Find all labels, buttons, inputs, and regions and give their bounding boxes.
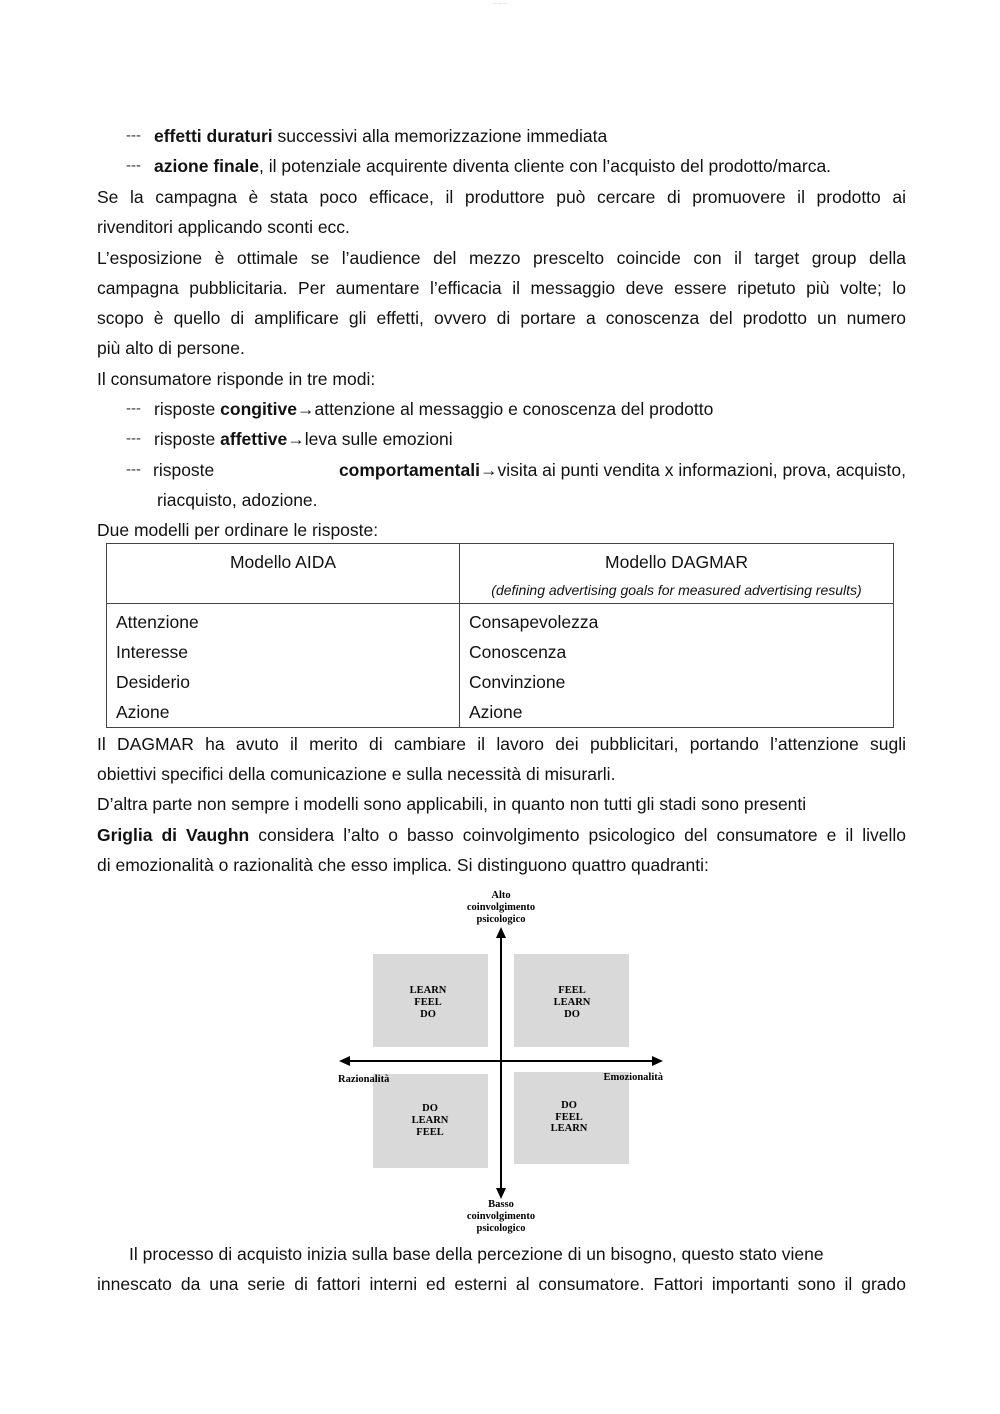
paragraph-line: più alto di persone. [97,338,245,358]
response-bold-arrow: comportamentali→visita ai punti vendita x informazioni, prova, acquisto, [338,460,906,480]
dagmar-stage: Conoscenza [469,642,567,662]
top-label-line: Alto [491,890,511,901]
aida-stage: Azione [116,702,170,722]
right-axis-label: Emozionalità [603,1072,663,1083]
dagmar-stage: Azione [469,702,523,722]
dagmar-stage: Convinzione [469,672,566,692]
paragraph-line: scopo è quello di amplificare gli effetti, ovvero di portare a conoscenza del prodotto un numero [97,308,906,328]
table-header-row [107,544,894,604]
top-label-line: coinvolgimento [466,902,536,913]
bullet-azione-finale: azione finale, il potenziale acquirente diventa cliente con l’acquisto del prodotto/marca. [154,156,832,176]
arrow-left-icon [339,1056,350,1066]
paragraph-line: campagna pubblicitaria. Per aumentare l’efficacia il messaggio deve essere ripetuto più volte; lo [97,278,906,298]
dash-bullet: --- [126,430,141,447]
paragraph-line: obiettivi specifici della comunicazione e sulla necessità di misurarli. [97,764,616,784]
quadrant-text: DO [422,1103,438,1114]
table-header-aida [107,544,460,604]
bottom-label-line: psicologico [476,1223,526,1234]
aida-stages-cell [107,604,460,728]
header-dagmar-title: Modello DAGMAR [605,552,748,572]
aida-stage: Desiderio [116,672,190,692]
paragraph-line: L’esposizione è ottimale se l’audience del mezzo prescelto coincide con il target group della [97,248,906,268]
dagmar-stages-cell [460,604,894,728]
responses-intro: Il consumatore risponde in tre modi: [97,369,376,389]
arrow-right-icon [652,1056,663,1066]
quadrant-text: LEARN [411,1115,449,1126]
left-axis-label: Razionalità [338,1074,390,1085]
bottom-label-line: coinvolgimento [466,1211,536,1222]
dash-bullet: --- [126,400,141,417]
header-dagmar-subtitle: (defining advertising goals for measured advertising results) [491,582,862,598]
table-body-row [107,604,894,728]
aida-stage: Interesse [116,642,188,662]
dash-bullet: --- [126,157,141,174]
paragraph-vaughn: Griglia di Vaughn considera l’alto o basso coinvolgimento psicologico del consumatore e il livello [97,825,906,845]
arrow-down-icon [496,1188,506,1199]
response-behavioral-continued: riacquisto, adozione. [157,490,318,510]
response-affective: risposte affettive→leva sulle emozioni [154,429,453,449]
quadrant-text: FEEL [416,1127,444,1138]
quadrant-text: LEARN [550,1123,588,1134]
models-table [106,543,894,728]
dagmar-stage: Consapevolezza [469,612,599,632]
quadrant-text: FEEL [558,985,586,996]
header-aida-title: Modello AIDA [229,552,337,572]
paragraph-line: innescato da una serie di fattori interni ed esterni al consumatore. Fattori importanti sono il grado [97,1274,906,1294]
quadrant-text: FEEL [414,997,442,1008]
response-pre: risposte [153,460,215,480]
vaughn-grid-diagram [330,885,670,1235]
paragraph-line: rivenditori applicando sconti ecc. [97,217,350,237]
table-header-dagmar [460,544,894,604]
arrow-up-icon [496,927,506,938]
quadrant-text: LEARN [553,997,591,1008]
paragraph-line: Il DAGMAR ha avuto il merito di cambiare il lavoro dei pubblicitari, portando l’attenzione sugli [97,734,906,754]
models-intro: Due modelli per ordinare le risposte: [97,520,379,540]
quadrant-text: FEEL [555,1112,583,1123]
bullet-effetti-duraturi: effetti duraturi successivi alla memorizzazione immediata [154,126,608,146]
response-behavioral [153,455,906,485]
paragraph-line: Il processo di acquisto inizia sulla base della percezione di un bisogno, questo stato viene [129,1244,824,1264]
dash-bullet: --- [126,127,141,144]
paragraph-line: di emozionalità o razionalità che esso implica. Si distinguono quattro quadranti: [97,855,709,875]
quadrant-text: DO [420,1009,436,1020]
paragraph-line: Se la campagna è stata poco efficace, il produttore può cercare di promuovere il prodotto ai [97,187,906,207]
quadrant-text: DO [564,1009,580,1020]
quadrant-text: LEARN [409,985,447,996]
top-label-line: psicologico [476,914,526,925]
response-cognitive: risposte congitive→attenzione al messaggio e conoscenza del prodotto [154,399,714,419]
page-header-mark: — — — [492,0,508,5]
aida-stage: Attenzione [116,612,199,632]
paragraph-line: D’altra parte non sempre i modelli sono applicabili, in quanto non tutti gli stadi sono presenti [97,794,807,814]
bottom-label-line: Basso [488,1199,514,1210]
dash-bullet: --- [126,461,141,478]
quadrant-text: DO [561,1100,577,1111]
